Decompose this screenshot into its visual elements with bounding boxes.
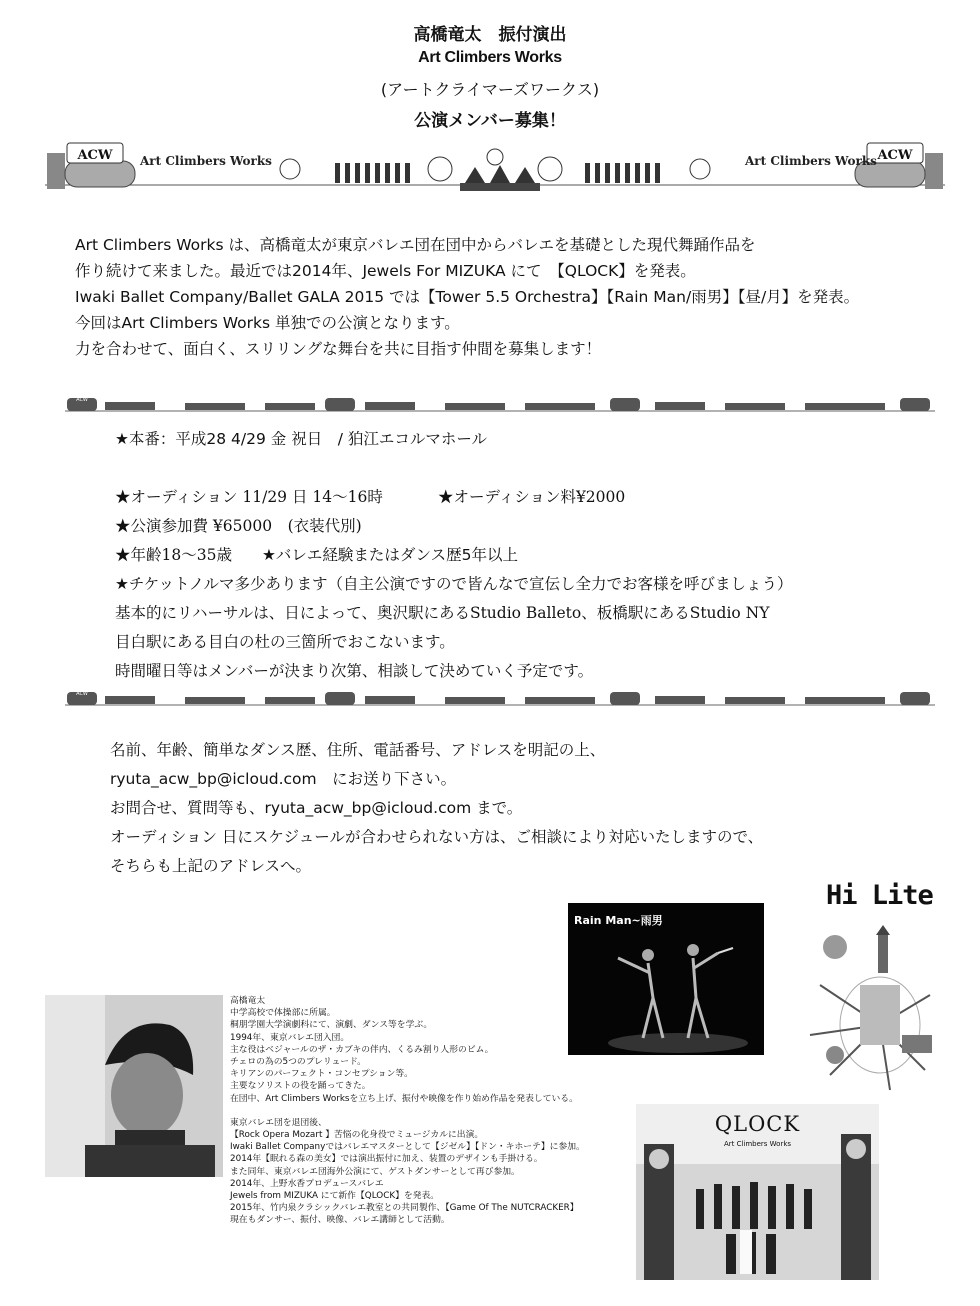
bio-line: 桐朋学園大学演劇科にて、演劇、ダンス等を学ぶ。 — [230, 1020, 433, 1031]
audition-info: ★オーディション 11/29 日 14〜16時 — [115, 488, 383, 506]
decorative-divider — [65, 394, 935, 416]
header-title-line2: Art Climbers Works — [418, 49, 562, 66]
intro-line: 作り続けて来ました。最近では2014年、Jewels For MIZUKA にて 【QLOCK】を発表。 — [75, 262, 696, 280]
bio-line: キリアンのパーフェクト・コンセプション等。 — [230, 1069, 413, 1080]
decorative-divider — [65, 688, 935, 710]
banner-right-script: Art Climbers Works — [745, 154, 877, 168]
contact-line: お問合せ、質問等も、ryuta_acw_bp@icloud.com まで。 — [110, 799, 523, 817]
bio-line — [230, 1105, 585, 1117]
performance-info: ★本番：平成28 4/29 金 祝日 / 狛江エコルマホール — [115, 430, 488, 448]
intro-line: 今回はArt Climbers Works 単独での公演となります。 — [75, 314, 460, 332]
rainman-photo — [568, 903, 764, 1055]
banner-left-script: Art Climbers Works — [140, 154, 272, 168]
decorative-banner — [45, 135, 945, 197]
hilite-illustration — [790, 925, 940, 1095]
banner-left-logo: ACW — [77, 148, 113, 163]
participation-fee-info: ★公演参加費 ¥65000 (衣装代別) — [115, 517, 362, 535]
bio-line: 主な役はベジャールのザ・カブキの伴内、くるみ割り人形のビム。 — [230, 1044, 494, 1055]
age-info: ★年齢18〜35歳 — [115, 546, 232, 564]
header-title-line1: 高橋竜太 振付演出 — [413, 25, 567, 45]
bio-line: Iwaki Ballet Companyではバレエマスターとして【ジゼル】【ドン・キホーテ】に参加。 — [230, 1142, 585, 1153]
divider-logo: ACW — [76, 691, 88, 697]
qlock-title: QLOCK — [714, 1112, 801, 1136]
intro-line: Iwaki Ballet Company/Ballet GALA 2015 では【Tower 5.5 Orchestra】【Rain Man/雨男】【昼/月】を発表。 — [75, 288, 860, 306]
hilite-collage — [790, 925, 940, 1095]
audition-fee-info: ★オーディション料¥2000 — [438, 488, 626, 506]
contact-line: 名前、年齢、簡単なダンス歴、住所、電話番号、アドレスを明記の上、 — [110, 741, 606, 759]
header-title-line3: (アートクライマーズワークス) — [380, 80, 600, 99]
bio-line: 東京バレエ団を退団後、 — [230, 1117, 327, 1128]
qlock-photo — [636, 1104, 879, 1280]
bio-line: 現在もダンサー、振付、映像、バレエ講師として活動。 — [230, 1215, 450, 1226]
bio-line: 高橋竜太 — [230, 996, 266, 1006]
bio-line: 【Rock Opera Mozart 】苦悩の化身役でミュージカルに出演。 — [230, 1130, 484, 1141]
bio-line: 2015年、竹内泉クラシックバレエ教室との共同製作、【Game Of The NUTCRACKER】 — [230, 1203, 579, 1214]
bio-line: また同年、東京バレエ団海外公演にて、ゲストダンサーとして再び参加。 — [230, 1166, 520, 1177]
divider-logo: ACW — [76, 397, 88, 403]
intro-line: 力を合わせて、面白く、スリリングな舞台を共に目指す仲間を募集します！ — [75, 340, 602, 358]
header-title-line4: 公演メンバー募集！ — [414, 111, 566, 131]
rehearsal-info-line2: 目白駅にある目白の杜の三箇所でおこないます。 — [115, 633, 455, 651]
biography — [230, 995, 585, 1227]
contact-line: オーディション 日にスケジュールが合わせられない方は、ご相談により対応いたしますので、 — [110, 828, 764, 846]
bio-line: 在団中、Art Climbers Worksを立ち上げ、振付や映像を作り始め作品を発表している。 — [230, 1093, 578, 1104]
intro-line: Art Climbers Works は、高橋竜太が東京バレエ団在団中からバレエを基礎とした現代舞踊作品を — [75, 236, 756, 254]
bio-line: Jewels from MIZUKA にて新作【QLOCK】を発表。 — [230, 1191, 440, 1202]
bio-line: 1994年、東京バレエ団入団。 — [230, 1032, 350, 1043]
qlock-subtitle: Art Climbers Works — [723, 1140, 792, 1148]
bio-line: 2014年【眠れる森の美女】では演出振付に加え、装置のデザインも手掛ける。 — [230, 1154, 543, 1165]
bio-line: 中学高校で体操部に所属。 — [230, 1008, 336, 1019]
bio-line: 2014年、上野水香プロデュースバレエ — [230, 1178, 384, 1189]
rehearsal-info-line1: 基本的にリハーサルは、日によって、奥沢駅にあるStudio Balleto、板橋駅にあるStudio NY — [115, 604, 770, 622]
contact-paragraph — [110, 736, 763, 881]
ticket-info: ★チケットノルマ多少あります（自主公演ですので皆んなで宣伝し全力でお客様を呼びましょう） — [115, 575, 793, 593]
divider-illustration — [65, 688, 935, 710]
contact-email-line[interactable]: ryuta_acw_bp@icloud.com にお送り下さい。 — [110, 770, 457, 788]
bio-line: 主要なソリストの役を踊ってきた。 — [230, 1081, 371, 1092]
hilite-title: Hi Lite — [826, 880, 933, 911]
contact-line: そちらも上記のアドレスへ。 — [110, 857, 312, 875]
rainman-caption: Rain Man~雨男 — [574, 914, 663, 927]
experience-info: ★バレエ経験またはダンス歴5年以上 — [262, 546, 518, 564]
banner-right-logo: ACW — [877, 148, 913, 163]
banner-illustration — [45, 135, 945, 197]
bio-line: チェロの為の5つのプレリュード。 — [230, 1057, 366, 1068]
schedule-info: 時間曜日等はメンバーが決まり次第、相談して決めていく予定です。 — [115, 662, 594, 680]
divider-illustration — [65, 394, 935, 416]
portrait-illustration — [45, 995, 223, 1177]
intro-paragraph — [75, 232, 859, 362]
portrait-photo — [45, 995, 223, 1177]
